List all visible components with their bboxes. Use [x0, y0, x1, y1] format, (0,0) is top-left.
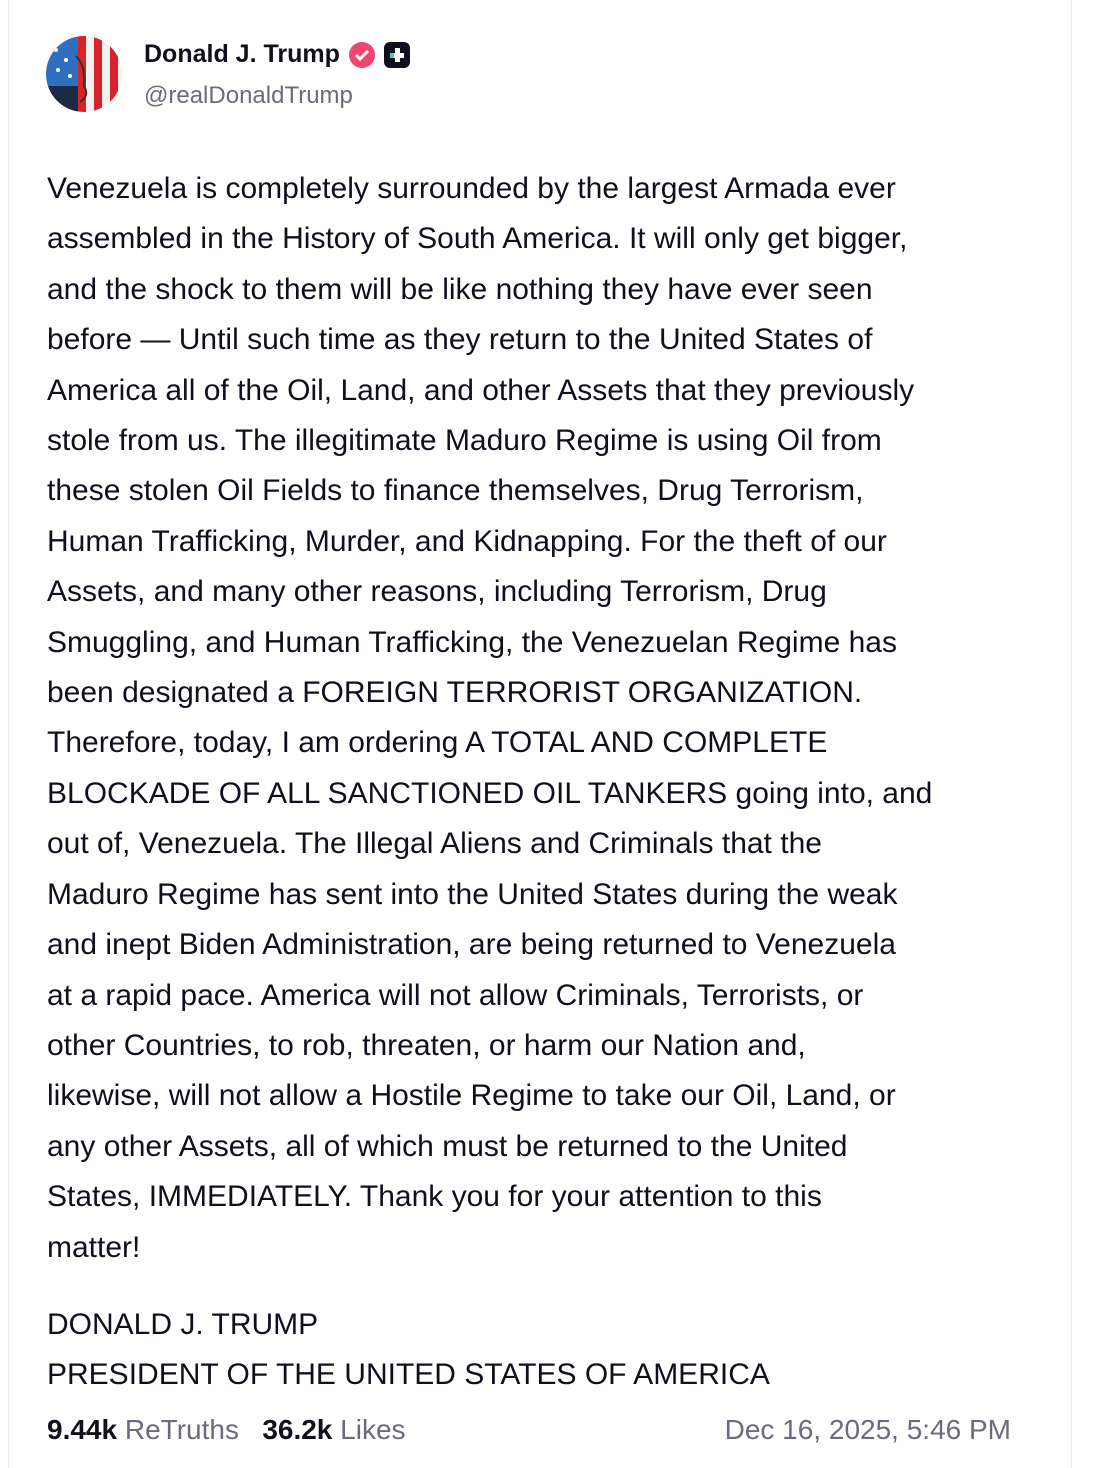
post-text-line: stole from us. The illegitimate Maduro Regime is using Oil from: [47, 424, 882, 458]
signature-line: DONALD J. TRUMP: [47, 1308, 319, 1341]
author-handle[interactable]: @realDonaldTrump: [144, 82, 353, 109]
post-text-line: Venezuela is completely surrounded by the largest Armada ever: [47, 172, 896, 205]
post-text-line: before — Until such time as they return to the United States of: [47, 323, 873, 357]
post-text-line: America all of the Oil, Land, and other Assets that they previously: [47, 373, 915, 407]
post-text-line: other Countries, to rob, threaten, or harm our Nation and,: [47, 1028, 806, 1062]
avatar[interactable]: [46, 36, 122, 112]
post-text-line: any other Assets, all of which must be returned to the United: [47, 1129, 848, 1163]
post-body: [47, 164, 932, 1273]
retruths-stat[interactable]: 9.44k ReTruths: [47, 1414, 239, 1445]
post-text-line: Assets, and many other reasons, including Terrorism, Drug: [47, 575, 827, 609]
likes-stat[interactable]: 36.2k Likes: [262, 1414, 406, 1445]
timestamp[interactable]: Dec 16, 2025, 5:46 PM: [724, 1414, 1011, 1445]
post-text-line: been designated a FOREIGN TERRORIST ORGANIZATION.: [47, 676, 863, 710]
post-text-line: assembled in the History of South America. It will only get bigger,: [47, 222, 908, 256]
post-text-line: and the shock to them will be like nothing they have ever seen: [47, 272, 873, 306]
post-footer: [47, 1414, 1011, 1446]
post-text-line: Therefore, today, I am ordering A TOTAL AND COMPLETE: [47, 726, 828, 760]
post-text-line: Smuggling, and Human Trafficking, the Venezuelan Regime has: [47, 625, 897, 659]
post-text-line: at a rapid pace. America will not allow Criminals, Terrorists, or: [47, 978, 864, 1012]
post-text-line: and inept Biden Administration, are being returned to Venezuela: [47, 928, 896, 962]
post-text-line: matter!: [47, 1230, 141, 1264]
post-signature: [47, 1300, 770, 1401]
post-text-line: likewise, will not allow a Hostile Regime to take our Oil, Land, or: [47, 1079, 896, 1113]
post-text-line: out of, Venezuela. The Illegal Aliens and Criminals that the: [47, 827, 822, 861]
post-text-line: Maduro Regime has sent into the United States during the weak: [47, 877, 898, 911]
post-card: [8, 0, 1072, 1468]
signature-line: PRESIDENT OF THE UNITED STATES OF AMERICA: [47, 1358, 770, 1392]
author-name[interactable]: Donald J. Trump: [144, 40, 410, 69]
post-text-line: these stolen Oil Fields to finance themselves, Drug Terrorism,: [47, 474, 864, 508]
truth-social-plus-icon: [384, 42, 410, 68]
verified-badge-icon: [348, 41, 376, 69]
post-text-line: Human Trafficking, Murder, and Kidnapping. For the theft of our: [47, 524, 887, 558]
post-text-line: States, IMMEDIATELY. Thank you for your attention to this: [47, 1180, 822, 1214]
post-text-line: BLOCKADE OF ALL SANCTIONED OIL TANKERS going into, and: [47, 776, 933, 810]
